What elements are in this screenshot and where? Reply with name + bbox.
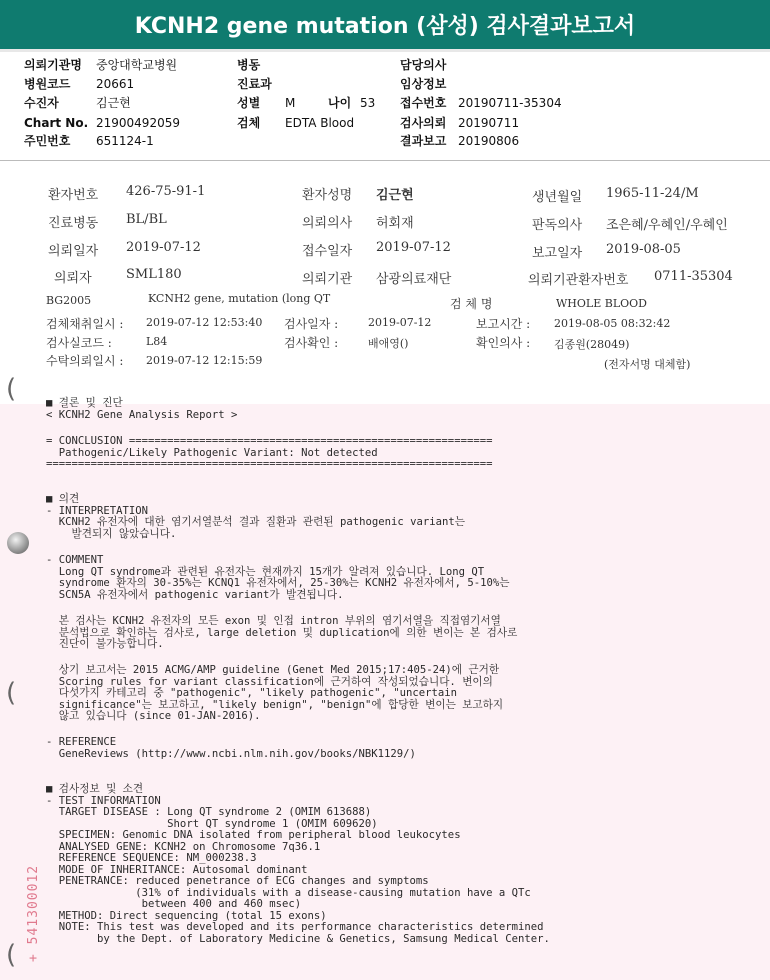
form-value: 2019-08-05 08:32:42 <box>554 317 671 330</box>
header-label: Chart No. <box>24 116 89 130</box>
header-label: 병동 <box>237 58 261 72</box>
form-label: 의뢰기관환자번호 <box>528 273 629 288</box>
header-label: 주민번호 <box>24 134 71 148</box>
form-value: SML180 <box>126 267 182 282</box>
interpretation-block: ■ 의견 - INTERPRETATION KCNH2 유전자에 대한 염기서열분석 결과 질환과 관련된 pathogenic variant는 발견되지 않았습니다. <box>46 493 465 540</box>
header-value: 20661 <box>96 77 135 91</box>
header-label: 임상정보 <box>400 77 447 91</box>
header-label: 수진자 <box>24 96 59 110</box>
form-value: 조은혜/우혜인/우혜인 <box>606 218 728 233</box>
esign-note: (전자서명 대체함) <box>604 358 691 371</box>
form-value: 김근현 <box>376 188 414 203</box>
scanned-report <box>0 168 770 980</box>
form-value: 2019-07-12 12:53:40 <box>146 316 263 329</box>
form-value: 배애영() <box>368 337 409 350</box>
section-conclusion-title: ■ 결론 및 진단 < KCNH2 Gene Analysis Report > <box>46 397 238 421</box>
test-name: KCNH2 gene, mutation (long QT <box>148 292 331 305</box>
header-value: 651124-1 <box>96 134 154 148</box>
form-value: 삼광의료재단 <box>376 272 452 287</box>
form-label: 검 체 명 <box>450 297 493 311</box>
binder-hole-icon: ( <box>6 940 17 970</box>
form-value: WHOLE BLOOD <box>556 297 647 310</box>
header-label: 접수번호 <box>400 96 447 110</box>
header-label: 담당의사 <box>400 58 447 72</box>
form-label: 검사일자 : <box>284 317 339 331</box>
header-value: 53 <box>360 96 376 110</box>
form-label: 의뢰의사 <box>302 216 353 231</box>
header-divider <box>0 160 770 161</box>
form-label: 검사실코드 : <box>46 336 112 350</box>
test-code: BG2005 <box>46 294 92 307</box>
form-value: L84 <box>146 335 168 348</box>
form-label: 검사확인 : <box>284 336 339 350</box>
form-value: 허회재 <box>376 216 414 231</box>
reference-block: - REFERENCE GeneReviews (http://www.ncbi.nlm.nih.gov/books/NBK1129/) <box>46 736 416 760</box>
form-value: 2019-07-12 12:15:59 <box>146 354 263 367</box>
form-value: 1965-11-24/M <box>606 186 699 201</box>
header-value: 김근현 <box>96 96 131 110</box>
header-label: 검사의뢰 <box>400 116 447 130</box>
header-label: 의뢰기관명 <box>24 58 82 72</box>
form-value: 2019-07-12 <box>376 240 451 255</box>
header-value: 21900492059 <box>96 116 180 130</box>
form-label: 수탁의뢰일시 : <box>46 354 124 368</box>
form-value: BL/BL <box>126 212 167 227</box>
form-label: 판독의사 <box>532 218 583 233</box>
form-label: 보고시간 : <box>476 317 531 331</box>
form-value: 2019-07-12 <box>126 240 201 255</box>
header-label: 검체 <box>237 116 261 130</box>
comment-paragraph-2: 본 검사는 KCNH2 유전자의 모든 exon 및 인접 intron 부위의 염기서열을 직접염기서열 분석법으로 확인하는 검사로, large deletion 및 duplication에 의한 변이는 본 검사로 진단이 불가능합니다. <box>58 615 518 650</box>
form-label: 진료병동 <box>48 216 99 231</box>
form-value: 2019-07-12 <box>368 316 432 329</box>
header-label: 병원코드 <box>24 77 71 91</box>
header-value: 중앙대학교병원 <box>96 58 178 72</box>
form-label: 의뢰일자 <box>48 244 99 259</box>
header-value: 20190806 <box>458 134 520 148</box>
comment-block: - COMMENT Long QT syndrome과 관련된 유전자는 현재까지 15개가 알려져 있습니다. Long QT syndrome 환자의 30-35%는 KCNQ1 유전자에서, 25-30%는 KCNH2 유전자에서, 5-10%는 SCN5A 유전자에서 pathogenic variant가 발견됩니다. <box>46 554 510 601</box>
header-value: EDTA Blood <box>285 116 355 130</box>
form-value: 김종원(28049) <box>554 338 630 351</box>
form-label: 보고일자 <box>532 246 583 261</box>
form-label: 환자번호 <box>48 188 99 203</box>
conclusion-block: = CONCLUSION ========================================================= Pathogenic/Likely Pathogenic Variant: Not detected ====================================================================== <box>46 435 493 470</box>
form-label: 확인의사 : <box>476 336 531 350</box>
header-label: 나이 <box>328 96 352 110</box>
binder-hole-icon: ( <box>6 678 17 708</box>
binder-hole-icon <box>7 532 29 554</box>
header-label: 결과보고 <box>400 134 447 148</box>
form-label: 의뢰자 <box>54 271 92 286</box>
form-label: 생년월일 <box>532 190 583 205</box>
header-label: 진료과 <box>237 77 272 91</box>
margin-number: + 541300012 <box>26 864 41 962</box>
header-value: 20190711 <box>458 116 520 130</box>
header-value: M <box>285 96 296 110</box>
header-value: 20190711-35304 <box>458 96 562 110</box>
form-label: 접수일자 <box>302 244 353 259</box>
comment-paragraph-3: 상기 보고서는 2015 ACMG/AMP guideline (Genet Med 2015;17:405-24)에 근거한 Scoring rules for variant classification에 근거하여 작성되었습니다. 변이의 다섯가지 카테고리 중 "pathogenic", "likely pathogenic", "uncertain significance"는 보고하고, "likely benign", "benign"에 합당한 변이는 보고하지 않고 있습니다 (since 01-JAN-2016). <box>58 664 504 722</box>
form-value: 426-75-91-1 <box>126 184 206 199</box>
header-label: 성별 <box>237 96 261 110</box>
form-value: 0711-35304 <box>654 269 733 284</box>
binder-hole-icon: ( <box>6 374 17 404</box>
form-value: 2019-08-05 <box>606 242 681 257</box>
test-information-block: ■ 검사정보 및 소견 - TEST INFORMATION TARGET DISEASE : Long QT syndrome 2 (OMIM 613688) Short QT syndrome 1 (OMIM 609620) SPECIMEN: Genomic DNA isolated from peripheral blood leukocytes ANALYSED GENE: KCNH2 on Chromosome 7q36.1 REFERENCE SEQUENCE: NM_000238.3 MODE OF INHERITANCE: Autosomal dominant PENETRANCE: reduced penetrance of ECG changes and symptoms (31% of individuals with a disease-causing mutation have a QTc between 400 and 460 msec) METHOD: Direct sequencing (total 15 exons) NOTE: This test was developed and its performance characteristics determined by the Dept. of Laboratory Medicine & Genetics, Samsung Medical Center. <box>46 783 550 945</box>
report-title: KCNH2 gene mutation (삼성) 검사결과보고서 <box>0 0 770 52</box>
form-label: 환자성명 <box>302 188 353 203</box>
form-label: 검체채취일시 : <box>46 317 124 331</box>
form-label: 의뢰기관 <box>302 272 353 287</box>
